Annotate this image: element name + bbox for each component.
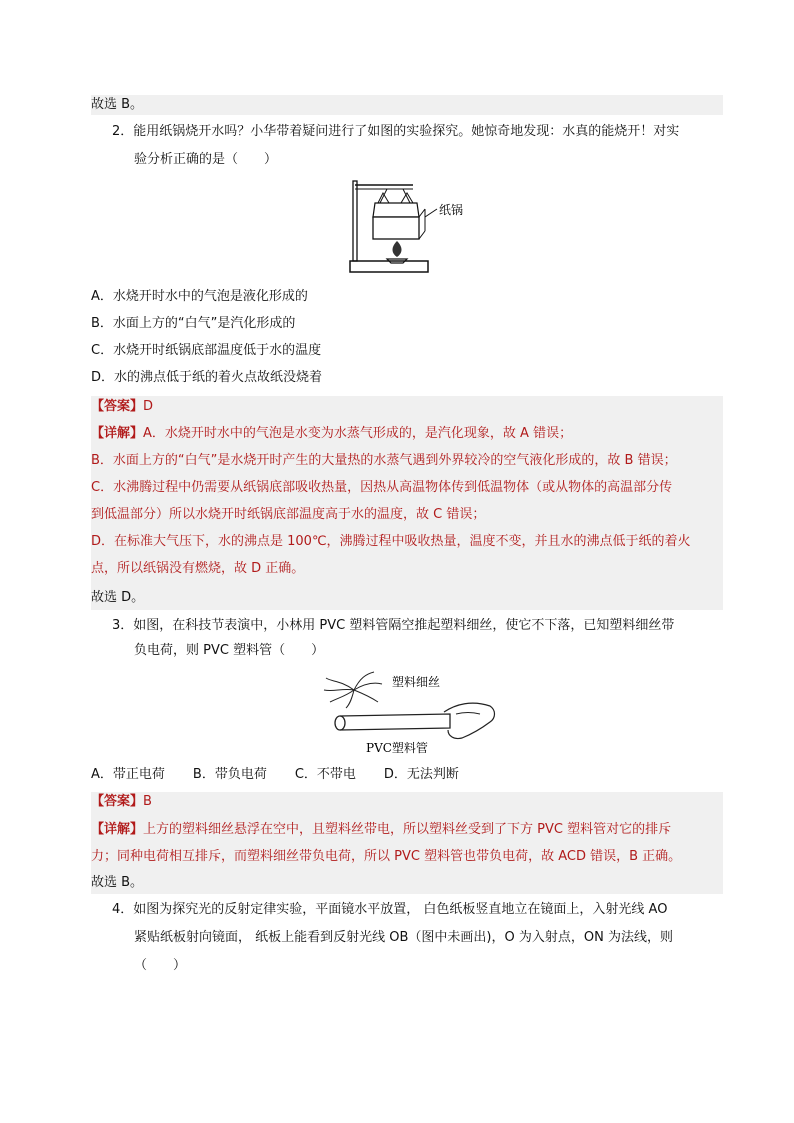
detail-tag: 【详解】 — [91, 822, 144, 837]
answer-tag: 【答案】 — [91, 794, 144, 809]
question-4-line-2: 紧贴纸板射向镜面， 纸板上能看到反射光线 OB（图中未画出)，O 为入射点，ON 为法线，则 — [134, 930, 673, 945]
detail-line-1 — [91, 424, 572, 444]
question-2-line-1: 2．能用纸锅烧开水吗？小华带着疑问进行了如图的实验探究。她惊奇地发现：水真的能烧开！对实 — [112, 124, 680, 139]
option-a: A．水烧开时水中的气泡是液化形成的 — [91, 289, 308, 304]
pvc-tube-label: PVC塑料管 — [366, 741, 428, 755]
option-b: B．水面上方的“白气”是汽化形成的 — [91, 316, 296, 331]
question-4-line-3: （ ） — [134, 958, 187, 973]
option-c: C．不带电 — [294, 767, 356, 782]
conclusion-text: 故选 D。 — [91, 590, 145, 605]
options-row — [91, 765, 459, 785]
conclusion-text: 故选 B。 — [91, 97, 144, 112]
detail-text: A．水烧开时水中的气泡是水变为水蒸气形成的，是汽化现象，故 A 错误； — [143, 426, 573, 441]
answer-line — [91, 397, 153, 417]
answer-block-shade — [91, 95, 723, 115]
question-2-line-2: 验分析正确的是（ ） — [134, 152, 278, 167]
option-b: B．带负电荷 — [192, 767, 267, 782]
option-a: A．带正电荷 — [91, 767, 165, 782]
detail-line-2: 力；同种电荷相互排斥，而塑料细丝带负电荷，所以 PVC 塑料管也带负电荷，故 ACD 错误，B 正确。 — [91, 849, 682, 864]
question-3-line-2: 负电荷，则 PVC 塑料管（ ） — [134, 643, 325, 658]
detail-tag: 【详解】 — [91, 426, 144, 441]
option-d: D．水的沸点低于纸的着火点故纸没烧着 — [91, 370, 323, 385]
question-4-line-1: 4．如图为探究光的反射定律实验，平面镜水平放置， 白色纸板竖直地立在镜面上，入射光线 AO — [112, 902, 668, 917]
option-d: D．无法判断 — [383, 767, 459, 782]
answer-block-shade — [91, 792, 723, 894]
detail-line-3b: 到低温部分）所以水烧开时纸锅底部温度高于水的温度，故 C 错误； — [91, 507, 486, 522]
detail-text: 上方的塑料细丝悬浮在空中，且塑料丝带电，所以塑料丝受到了下方 PVC 塑料管对它的排斥 — [143, 822, 672, 837]
detail-line-4a: D．在标准大气压下，水的沸点是 100℃，沸腾过程中吸收热量，温度不变，并且水的沸点低于纸的着火 — [91, 534, 691, 549]
detail-line-2: B．水面上方的“白气”是水烧开时产生的大量热的水蒸气遇到外界较冷的空气液化形成的，故 B 错误； — [91, 453, 677, 468]
answer-tag: 【答案】 — [91, 399, 144, 414]
detail-line-4b: 点，所以纸锅没有燃烧，故 D 正确。 — [91, 561, 305, 576]
detail-line-1 — [91, 820, 671, 840]
answer-value: B — [143, 794, 152, 809]
paper-pot-figure — [345, 177, 475, 279]
question-3-line-1: 3．如图，在科技节表演中，小林用 PVC 塑料管隔空推起塑料细丝，使它不下落，已知塑料细丝带 — [112, 618, 675, 633]
option-c: C．水烧开时纸锅底部温度低于水的温度 — [91, 343, 322, 358]
paper-pot-label: 纸锅 — [439, 203, 464, 217]
conclusion-text: 故选 B。 — [91, 875, 144, 890]
answer-value: D — [143, 399, 154, 414]
detail-line-3a: C．水沸腾过程中仍需要从纸锅底部吸收热量，因热从高温物体传到低温物体（或从物体的高温部分传 — [91, 480, 673, 495]
plastic-strand-label: 塑料细丝 — [392, 675, 441, 689]
pvc-tube-figure — [322, 668, 502, 758]
answer-line — [91, 792, 152, 812]
